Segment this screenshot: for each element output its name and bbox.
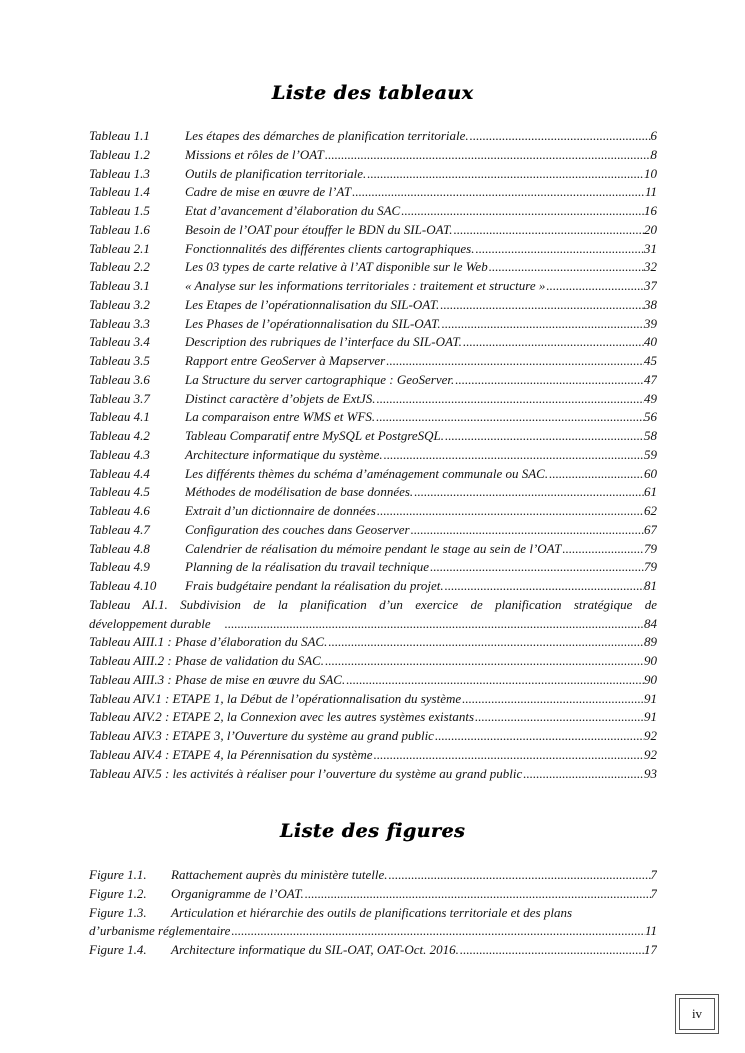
dot-leader [373,746,644,765]
entry-label: Tableau 4.7 [89,521,150,537]
entry-label: Figure 1.3. [89,904,147,920]
entry-title: Configuration des couches dans Geoserver [185,521,410,537]
toc-row[interactable] [89,521,657,540]
entry-label: Tableau 4.1 [89,409,150,425]
toc-row[interactable] [89,577,657,596]
entry-title: d’urbanisme réglementaire [89,923,231,939]
dot-leader [366,165,644,184]
dot-leader [474,240,644,259]
entry-title: Distinct caractère d’objets de ExtJS. [185,390,376,406]
entry-label: Tableau 3.7 [89,390,150,406]
entry-title: Frais budgétaire pendant la réalisation du projet. [185,578,444,593]
entry-label: Tableau 3.4 [89,334,150,350]
entry-page: 11 [644,923,657,939]
entry-label: Tableau 3.3 [89,315,150,331]
entry-label: Tableau 4.8 [89,540,150,556]
dot-leader [324,146,651,165]
entry-page: 37 [644,278,657,293]
dot-leader [459,941,644,960]
entry-page: 31 [644,240,657,256]
entry-page: 39 [644,315,657,331]
entry-page: 84 [644,615,657,631]
toc-row[interactable] [89,315,657,334]
entry-title: Méthodes de modélisation de base données. [185,484,414,500]
entry-title: Les Phases de l’opérationnalisation du SIL-OAT. [185,315,441,331]
figures-heading: Liste des figures [279,820,466,842]
dot-leader [375,408,644,427]
entry-title: Description des rubriques de l’interface du SIL-OAT. [185,334,462,350]
entry-page: 91 [644,709,657,725]
toc-row[interactable] [89,146,657,165]
entry-title: Outils de planification territoriale. [185,165,367,181]
entry-label: Tableau 1.3 [89,165,150,181]
toc-row[interactable] [89,866,657,885]
entry-label: Tableau 3.1 [89,278,150,293]
entry-page: 79 [644,540,657,556]
toc-row[interactable] [89,277,657,296]
entry-page: 58 [644,428,657,443]
toc-row[interactable] [89,708,657,727]
entry-page: 90 [644,671,657,687]
toc-row[interactable] [89,671,657,690]
entry-page: 7 [650,885,657,901]
entry-page: 79 [644,559,657,575]
entry-page: 32 [644,259,657,275]
entry-page: 8 [650,146,657,162]
entry-page: 81 [644,578,657,593]
dot-leader [488,258,644,277]
dot-leader [304,885,651,904]
entry-label: Tableau 3.2 [89,296,150,312]
dot-leader [444,577,644,596]
entry-title: Les Etapes de l’opérationnalisation du SIL-OAT. [185,296,440,312]
toc-row[interactable] [89,296,657,315]
entry-page: 20 [644,221,657,237]
dot-leader [351,183,645,202]
entry-title: Etat d’avancement d’élaboration du SAC [185,203,401,218]
entry-page: 49 [644,390,657,406]
toc-row[interactable] [89,427,657,446]
toc-row[interactable] [89,390,657,409]
entry-title: Rattachement auprès du ministère tutelle. [171,867,388,882]
entry-page: 59 [644,446,657,462]
dot-leader [376,502,644,521]
toc-row[interactable] [89,465,657,484]
toc-row[interactable] [89,727,657,746]
tables-heading: Liste des tableaux [271,82,474,104]
dot-leader [385,352,644,371]
entry-page: 92 [644,728,657,743]
entry-title: développement durable [89,615,211,631]
entry-title: Tableau AIV.4 : ETAPE 4, la Pérennisation du système [89,746,373,762]
entry-page: 67 [644,521,657,537]
entry-title: Missions et rôles de l’OAT [185,146,324,162]
entry-title: Calendrier de réalisation du mémoire pendant le stage au sein de l’OAT [185,540,562,556]
entry-page: 56 [644,409,657,425]
entry-page: 17 [644,942,657,957]
entry-label: Tableau 4.5 [89,484,150,500]
dot-leader [413,483,644,502]
entry-label: Tableau 3.5 [89,353,150,368]
entry-label: Tableau 3.6 [89,371,150,387]
dot-leader [400,202,644,221]
dot-leader [441,315,644,334]
toc-row[interactable] [89,483,657,502]
entry-page: 93 [644,765,657,781]
dot-leader [462,333,644,352]
dot-leader [410,521,644,540]
entry-label: Tableau 4.2 [89,428,150,443]
dot-leader [383,446,644,465]
entry-page: 11 [644,184,657,200]
toc-row[interactable] [89,540,657,559]
entry-page: 47 [644,371,657,387]
entry-title: Architecture informatique du système. [185,446,383,462]
entry-label: Figure 1.2. [89,885,147,901]
entry-page: 90 [644,653,657,668]
dot-leader [211,615,644,634]
dot-leader [434,727,644,746]
entry-title: La Structure du server cartographique : GeoServer. [185,371,455,387]
annex-entry-ai1-line2[interactable] [89,615,657,634]
entry-page: 92 [644,746,657,762]
entry-page: 61 [644,484,657,500]
toc-row[interactable] [89,446,657,465]
entry-title: Besoin de l’OAT pour étouffer le BDN du SIL-OAT. [185,221,453,237]
entry-title: Cadre de mise en œuvre de l’AT [185,184,352,200]
toc-row[interactable] [89,258,657,277]
annex-entry-ai1-line1[interactable]: Tableau AI.1. Subdivision de la planification d’un exercice de planification stratégique de [89,596,657,612]
dot-leader [388,866,651,885]
toc-row[interactable] [89,408,657,427]
entry-title: Les différents thèmes du schéma d’aménagement communale ou SAC. [185,465,549,481]
toc-row[interactable] [89,165,657,184]
entry-title: Les 03 types de carte relative à l’AT disponible sur le Web [185,259,488,275]
entry-title: Articulation et hiérarchie des outils de planifications territoriale et des plans [171,904,573,920]
toc-row[interactable] [89,183,657,202]
entry-page: 38 [644,296,657,312]
toc-row[interactable] [89,904,657,923]
toc-row[interactable] [89,352,657,371]
toc-row[interactable] [89,221,657,240]
toc-row[interactable] [89,765,657,784]
dot-leader [376,390,645,409]
entry-page: 10 [644,165,657,181]
entry-label: Tableau 4.6 [89,503,150,518]
dot-leader [522,765,644,784]
entry-label: Tableau 1.2 [89,146,150,162]
entry-label: Figure 1.1. [89,867,147,882]
entry-label: Tableau 1.5 [89,203,150,218]
entry-title: Planning de la réalisation du travail technique [185,559,430,575]
entry-page: 89 [644,634,657,650]
dot-leader [230,922,645,941]
dot-leader [439,296,644,315]
entry-title: Tableau AIV.5 : les activités à réaliser pour l’ouverture du système au grand public [89,765,523,781]
entry-label: Tableau 1.4 [89,184,150,200]
dot-leader [444,427,644,446]
dot-leader [429,558,644,577]
entry-title: Tableau AIII.3 : Phase de mise en œuvre du SAC. [89,671,346,687]
toc-row[interactable] [89,922,657,941]
entry-label: Tableau 4.4 [89,465,150,481]
toc-row[interactable] [89,690,657,709]
entry-label: Tableau 1.1 [89,128,150,143]
page-number-box [675,994,719,1034]
entry-title: Tableau AIII.2 : Phase de validation du SAC. [89,653,325,668]
dot-leader [327,633,644,652]
entry-label: Tableau 4.3 [89,446,150,462]
dot-leader [474,708,644,727]
dot-leader [461,690,644,709]
entry-label: Tableau 1.6 [89,221,150,237]
entry-page: 7 [650,867,657,882]
toc-row[interactable] [89,941,657,960]
entry-title: Organigramme de l’OAT. [171,885,304,901]
entry-title: Rapport entre GeoServer à Mapserver [185,353,386,368]
dot-leader [453,221,644,240]
entry-page: 16 [644,203,657,218]
entry-title: Extrait d’un dictionnaire de données [185,503,376,518]
toc-row[interactable] [89,885,657,904]
entry-page: 40 [644,334,657,350]
entry-page: 62 [644,503,657,518]
entry-page: 45 [644,353,657,368]
toc-row[interactable] [89,558,657,577]
page-number: iv [679,998,715,1030]
dot-leader [469,127,651,146]
entry-title: Fonctionnalités des différentes clients cartographiques. [185,240,475,256]
dot-leader [324,652,644,671]
entry-label: Tableau 2.2 [89,259,150,275]
dot-leader [345,671,644,690]
toc-row[interactable] [89,127,657,146]
tables-list [89,127,657,783]
entry-title: « Analyse sur les informations territoriales : traitement et structure » [185,278,546,293]
entry-page: 6 [650,128,657,143]
toc-row[interactable] [89,502,657,521]
dot-leader [548,465,644,484]
entry-page: 91 [644,690,657,706]
toc-row[interactable] [89,633,657,652]
toc-row[interactable] [89,202,657,221]
entry-title: Tableau AIV.2 : ETAPE 2, la Connexion avec les autres systèmes existants [89,709,475,725]
entry-label: Tableau 4.9 [89,559,150,575]
entry-title: Tableau AIV.1 : ETAPE 1, la Début de l’opérationnalisation du système [89,690,462,706]
toc-row[interactable] [89,240,657,259]
entry-title: Tableau Comparatif entre MySQL et PostgreSQL. [185,428,445,443]
entry-title: La comparaison entre WMS et WFS. [185,409,376,425]
entry-title: Architecture informatique du SIL-OAT, OAT-Oct. 2016. [171,942,459,957]
entry-label: Figure 1.4. [89,942,147,957]
dot-leader [454,371,644,390]
entry-label: Tableau 2.1 [89,240,150,256]
toc-row[interactable] [89,652,657,671]
toc-row[interactable] [89,333,657,352]
toc-row[interactable] [89,746,657,765]
entry-label: Tableau 4.10 [89,578,157,593]
entry-title: Les étapes des démarches de planification territoriale. [185,128,469,143]
toc-row[interactable] [89,371,657,390]
entry-title: Tableau AIII.1 : Phase d’élaboration du SAC. [89,634,328,650]
dot-leader [545,277,644,296]
entry-title: Tableau AIV.3 : ETAPE 3, l’Ouverture du système au grand public [89,728,434,743]
entry-page: 60 [644,465,657,481]
dot-leader [561,540,644,559]
figures-list [89,866,657,960]
